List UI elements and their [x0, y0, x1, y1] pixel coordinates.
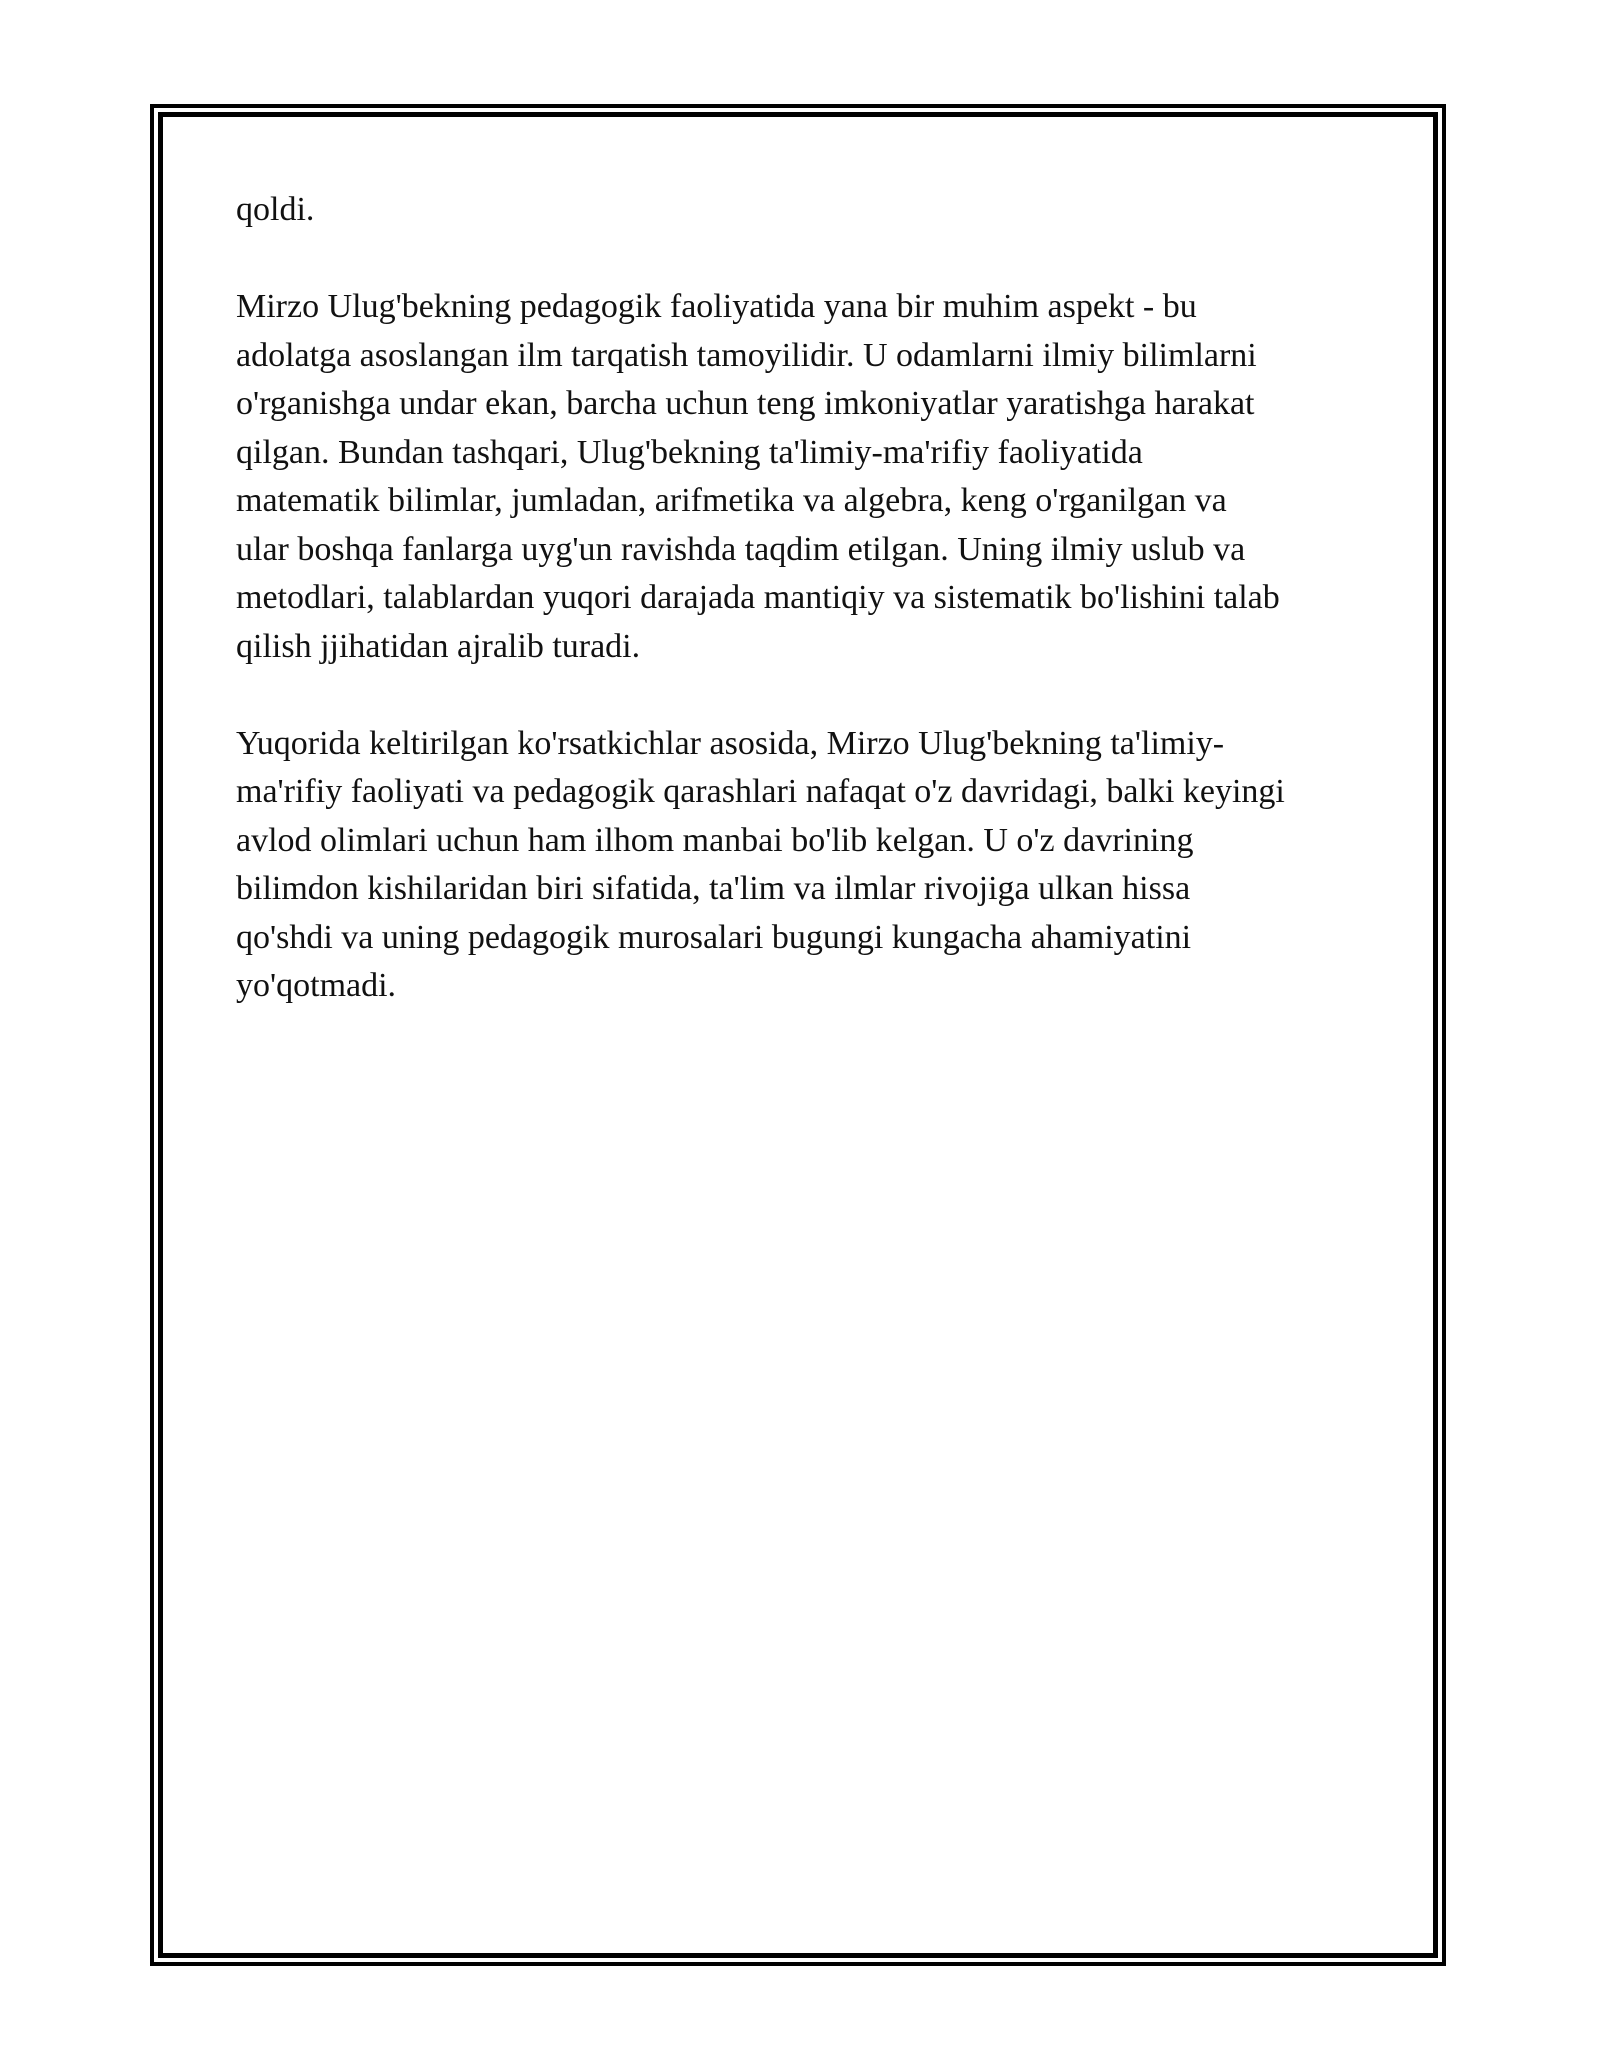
paragraph-conclusion: Yuqorida keltirilgan ko'rsatkichlar asosida, Mirzo Ulug'bekning ta'limiy- ma'rifiy faoliyati va pedagogik qarashlari nafaqat o'z davridagi, balki keyingi avlod olimlari uchun ham ilhom manbai bo'lib kelgan. U o'z davrining bilimdon kishilaridan biri sifatida, ta'lim va ilmlar rivojiga ulkan hissa qo'shdi va uning pedagogik murosalari bugungi kungacha ahamiyatini yo'qotmadi. — [236, 724, 1285, 1004]
paragraph-pedagogy: Mirzo Ulug'bekning pedagogik faoliyatida yana bir muhim aspekt - bu adolatga asoslangan ilm tarqatish tamoyilidir. U odamlarni ilmiy bilimlarni o'rganishga undar ekan, barcha uchun teng imkoniyatlar yaratishga harakat qilgan. Bundan tashqari, Ulug'bekning ta'limiy-ma'rifiy faoliyatida matematik bilimlar, jumladan, arifmetika va algebra, keng o'rganilgan va ular boshqa fanlarga uyg'un ravishda taqdim etilgan. Uning ilmiy uslub va metodlari, talablardan yuqori darajada mantiqiy va sistematik bo'lishini talab qilish jjihatidan ajralib turadi. — [236, 288, 1280, 665]
paragraph-continuation: qoldi. — [236, 191, 315, 228]
document-body — [236, 186, 1376, 1011]
